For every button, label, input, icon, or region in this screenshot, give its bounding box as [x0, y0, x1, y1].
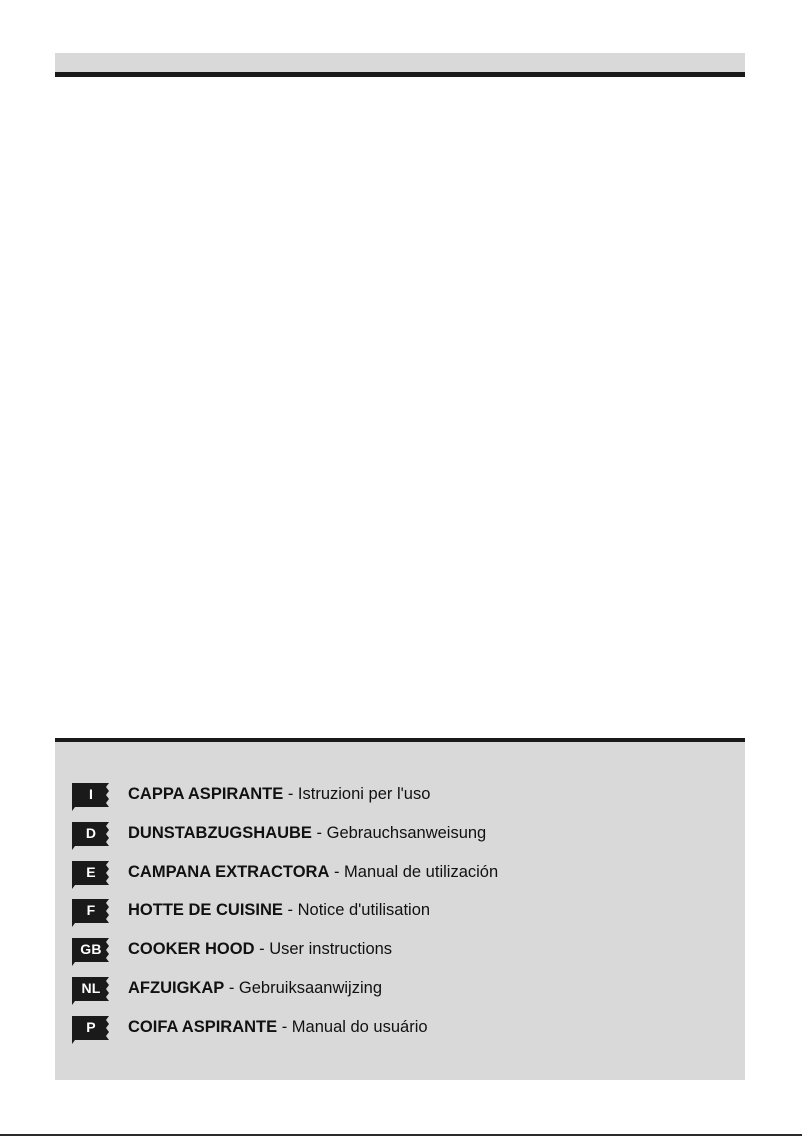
- header-band: [55, 53, 745, 72]
- language-item-pt: [71, 1015, 498, 1054]
- language-code: D: [85, 824, 97, 841]
- document-subtitle: Manual de utilización: [344, 862, 499, 881]
- product-title: CAMPANA EXTRACTORA: [128, 862, 330, 881]
- separator: -: [277, 1017, 292, 1036]
- language-panel: [55, 742, 745, 1080]
- flag-tab-icon: [71, 1015, 113, 1045]
- separator: -: [283, 785, 298, 803]
- product-title: AFZUIGKAP: [128, 978, 225, 997]
- language-code: E: [86, 863, 96, 880]
- language-item-es: [71, 860, 498, 899]
- document-subtitle: User instructions: [269, 940, 393, 959]
- language-label: [128, 900, 430, 920]
- language-label: [128, 823, 486, 843]
- separator: -: [329, 862, 345, 881]
- language-item-fr: [71, 898, 498, 937]
- separator: -: [254, 940, 270, 959]
- language-item-it: [71, 782, 498, 821]
- language-label: [128, 939, 392, 959]
- flag-tab-icon: [71, 821, 113, 851]
- language-label: [128, 862, 498, 882]
- product-title: CAPPA ASPIRANTE: [128, 785, 284, 803]
- language-code: GB: [80, 941, 102, 958]
- flag-tab-icon: [71, 860, 113, 890]
- document-subtitle: Manual do usuário: [291, 1017, 428, 1036]
- language-list: [71, 782, 498, 1054]
- flag-tab-icon: [71, 976, 113, 1006]
- language-label: [128, 1017, 428, 1037]
- language-code: F: [86, 902, 96, 919]
- document-subtitle: Notice d'utilisation: [297, 901, 431, 920]
- flag-tab-icon: [71, 898, 113, 928]
- document-subtitle: Gebruiksaanwijzing: [238, 978, 382, 997]
- language-item-gb: [71, 937, 498, 976]
- product-title: DUNSTABZUGSHAUBE: [128, 823, 312, 842]
- language-code: I: [88, 786, 94, 802]
- separator: -: [311, 823, 327, 842]
- language-code: P: [86, 1018, 96, 1035]
- document-subtitle: Gebrauchsanweisung: [326, 823, 487, 842]
- language-label: [128, 978, 382, 998]
- language-code: NL: [81, 979, 101, 996]
- header-rule: [55, 72, 745, 77]
- language-item-nl: [71, 976, 498, 1015]
- separator: -: [224, 978, 239, 997]
- product-title: COIFA ASPIRANTE: [128, 1017, 278, 1036]
- separator: -: [282, 901, 298, 920]
- language-item-de: [71, 821, 498, 860]
- flag-tab-icon: [71, 782, 113, 812]
- product-title: COOKER HOOD: [128, 940, 255, 959]
- flag-tab-icon: [71, 937, 113, 967]
- language-label: [128, 784, 430, 804]
- document-subtitle: Istruzioni per l'uso: [297, 785, 431, 803]
- product-title: HOTTE DE CUISINE: [128, 901, 283, 920]
